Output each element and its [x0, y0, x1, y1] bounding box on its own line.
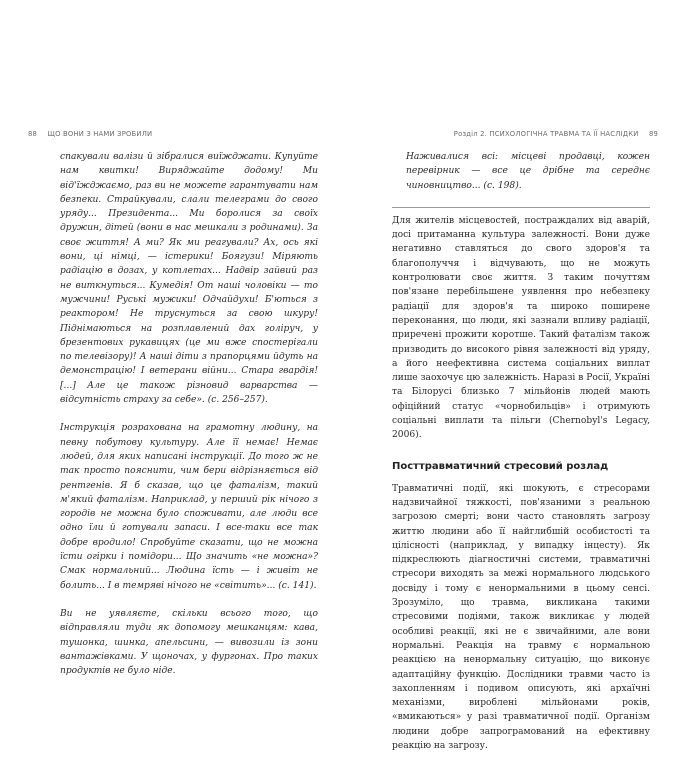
left-paragraph-2: Інструкція розрахована на грамотну людину, на певну побутову культуру. Але її немає! Немає людей, для яких написані інструкції. До того ж не так просто пояснити, чим бери відрізняється від рентгенів. Я б сказав, що це фаталізм, такий м'який фаталізм. Наприклад, у перший рік нічого з городів не можна було споживати, але люди все одно їли й готували запаси. І все-таки все так добре вродило! Спробуйте сказати, що не можна їсти огірки і помідори... Що значить «не можна»? Смак нормальний... Людина їсть — і живіт не болить... І в темряві нічого не «світить»... (с. 141). [60, 423, 318, 591]
right-paragraph-1: Для жителів місцевостей, постраждалих від аварій, досі притаманна культура залежності. Вони дуже негативно ставляться до свого здоров'я та благополуччя і відчувають, що не можуть контролювати своє життя. З таким почуттям пов'язане перебільшене уявлення про небезпеку радіації для здоров'я та широко поширене переконання, що люди, які зазнали впливу радіації, приречені прожити коротше. Такий фаталізм також призводить до високого рівня залежності від уряду, а його неефективна система соціальних виплат лише заохочує цю залежність. Наразі в Росії, Україні та Білорусі близько 7 мільйонів людей мають офіційний статус «чорнобильців» і отримують соціальні виплати та пільги (Chernobyl's Legacy, 2006). [392, 215, 650, 441]
left-text-column [60, 150, 318, 692]
right-running-head: Розділ 2. ПСИХОЛОГІЧНА ТРАВМА ТА ЇЇ НАСЛІДКИ [453, 130, 639, 138]
section-heading: Посттравматичний стресовий розлад [392, 460, 609, 472]
left-page-header [28, 130, 152, 138]
right-paragraph-2: Травматичні події, які шокують, є стресорами надзвичайної тяжкості, пов'язаними з реальною загрозою смерті; вони часто становлять загрозу життю людини або її найглибшій особистості та цілісності (наприклад, у випадку інцесту). Як підкреслюють діагностичні системи, травматичні стресори виходять за межі нормального людського досвіду і тому є ненормальними в цьому сенсі. Зрозуміло, що травма, викликана такими стресовими подіями, також викликає у людей особливі реакції, які не є звичайними, але вони нормальні. Реакція на травму є нормальною реакцією на ненормальну ситуацію, що виконує адаптаційну функцію. Дослідники травми часто із захопленням і подивом описують, які архаїчні механізми, вироблені мільйонами років, «вмикаються» у разі травматичної події. Організм людини добре запрограмований на ефективну реакцію на загрозу. [392, 483, 650, 751]
right-page-header [454, 130, 658, 138]
left-paragraph-3: Ви не уявляєте, скільки всього того, що відправляли туди як допомогу мешканцям: кава, тушонка, шинка, апельсини, — вивозили із зони вантажівками. У щоночах, у фургонах. Про таких продуктів не було ніде. [60, 608, 318, 677]
left-page-number: 88 [28, 130, 38, 138]
right-page-number: 89 [648, 130, 658, 138]
right-text-column [392, 150, 650, 767]
right-quote: Наживалися всі: місцеві продавці, кожен перевірник — все це дрібне та середнє чиновництво... (с. 198). [406, 152, 650, 191]
left-running-head: ЩО ВОНИ З НАМИ ЗРОБИЛИ [47, 130, 153, 138]
right-page [350, 0, 700, 751]
left-page [0, 0, 350, 700]
left-paragraph-1: спакували валізи й зібралися виїжджати. Купуйте нам квитки! Виряджайте додому! Ми від'їжджаємо, раз ви не можете гарантувати нам безпеки. Страйкували, слали телеграми до свого уряду... Президента... Ми боролися за своїх дружин, дітей (вони в нас мешкали з родинами). За своє життя! А ми? Як ми реагували? Ах, ось які вони, ці німці, — істерики! Боягузи! Міряють радіацію в дозах, у котлетах... Надвір зайвий раз не виткнуться... Кумедія! От наші чоловіки — то мужчини! Руські мужики! Одчайдухи! Б'ються з реактором! Не труснуться за свою шкуру! Піднімаються на розплавлений дах голіруч, у брезентових рукавицях (це ми вже спостерігали по телевізору)! А наші діти з прапорцями йдуть на демонстрацію! І ветерани війни... Стара гвардія! [...] Але це також різновид варварства — відсутність страху за себе». (с. 256–257). [60, 152, 318, 406]
quote-divider [392, 207, 650, 208]
